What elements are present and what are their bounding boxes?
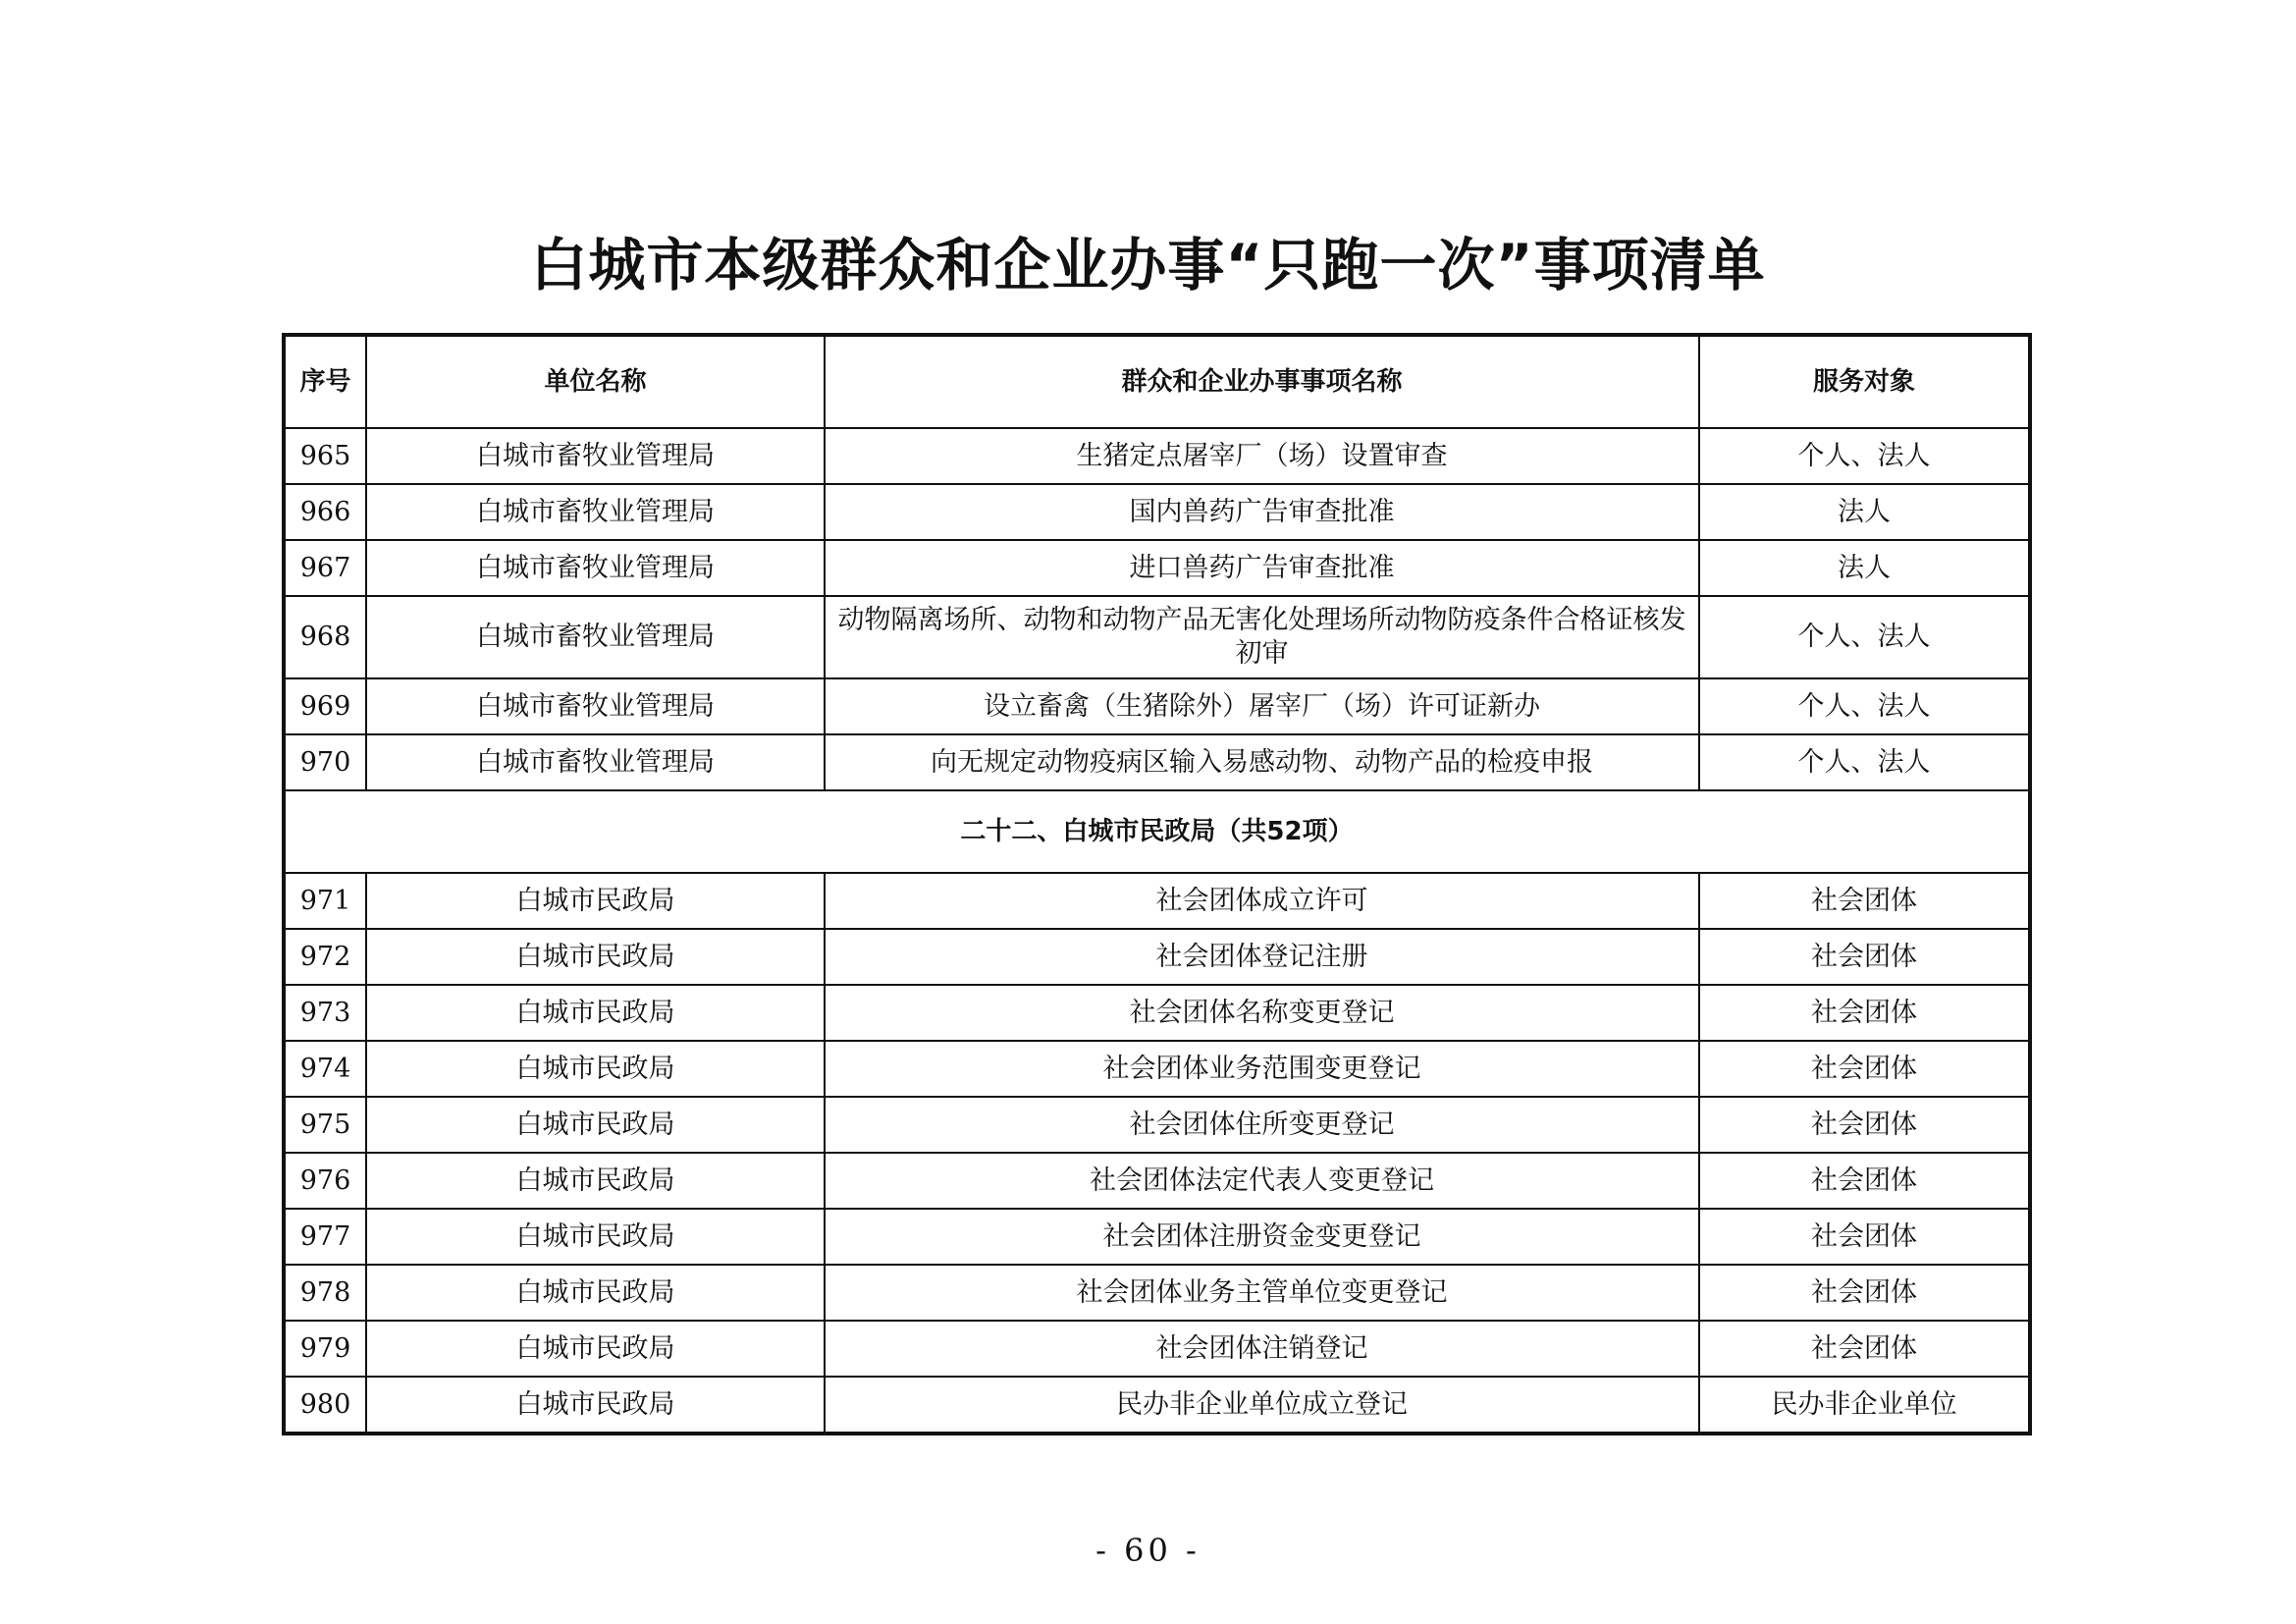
cell-item: 社会团体名称变更登记: [825, 985, 1699, 1041]
cell-target: 社会团体: [1699, 1041, 2030, 1097]
section-row: [284, 790, 2030, 873]
cell-serial: 970: [284, 734, 366, 790]
matters-table: [282, 333, 2032, 1435]
table-row: [284, 1209, 2030, 1265]
cell-unit: 白城市畜牧业管理局: [366, 596, 825, 678]
cell-unit: 白城市民政局: [366, 1321, 825, 1377]
cell-target: 社会团体: [1699, 1153, 2030, 1209]
cell-serial: 975: [284, 1097, 366, 1153]
section-title: 二十二、白城市民政局（共52项）: [284, 790, 2030, 873]
cell-item: 民办非企业单位成立登记: [825, 1377, 1699, 1434]
cell-target: 社会团体: [1699, 873, 2030, 929]
cell-item: 向无规定动物疫病区输入易感动物、动物产品的检疫申报: [825, 734, 1699, 790]
table-row: [284, 985, 2030, 1041]
table-row: [284, 1041, 2030, 1097]
table-row: [284, 1321, 2030, 1377]
cell-unit: 白城市民政局: [366, 985, 825, 1041]
cell-target: 个人、法人: [1699, 596, 2030, 678]
cell-item: 动物隔离场所、动物和动物产品无害化处理场所动物防疫条件合格证核发初审: [825, 596, 1699, 678]
cell-target: 社会团体: [1699, 1209, 2030, 1265]
table-row: [284, 596, 2030, 678]
cell-unit: 白城市民政局: [366, 1153, 825, 1209]
table-row: [284, 1097, 2030, 1153]
cell-item: 社会团体住所变更登记: [825, 1097, 1699, 1153]
cell-target: 社会团体: [1699, 1265, 2030, 1321]
cell-target: 法人: [1699, 484, 2030, 540]
table-row: [284, 678, 2030, 734]
cell-serial: 966: [284, 484, 366, 540]
table-row: [284, 484, 2030, 540]
header-item-name: 群众和企业办事事项名称: [825, 335, 1699, 428]
cell-target: 个人、法人: [1699, 428, 2030, 484]
cell-item: 社会团体业务范围变更登记: [825, 1041, 1699, 1097]
cell-target: 法人: [1699, 540, 2030, 596]
cell-serial: 979: [284, 1321, 366, 1377]
cell-serial: 977: [284, 1209, 366, 1265]
cell-item: 国内兽药广告审查批准: [825, 484, 1699, 540]
cell-unit: 白城市民政局: [366, 929, 825, 985]
table-row: [284, 734, 2030, 790]
table-row: [284, 1377, 2030, 1434]
cell-target: 社会团体: [1699, 929, 2030, 985]
table-row: [284, 929, 2030, 985]
cell-item: 社会团体法定代表人变更登记: [825, 1153, 1699, 1209]
table-row: [284, 1153, 2030, 1209]
cell-unit: 白城市畜牧业管理局: [366, 428, 825, 484]
cell-target: 社会团体: [1699, 985, 2030, 1041]
header-service-target: 服务对象: [1699, 335, 2030, 428]
cell-target: 社会团体: [1699, 1097, 2030, 1153]
cell-serial: 968: [284, 596, 366, 678]
document-title: 白城市本级群众和企业办事“只跑一次”事项清单: [530, 232, 1766, 298]
cell-serial: 971: [284, 873, 366, 929]
cell-serial: 974: [284, 1041, 366, 1097]
table-header-row: [284, 335, 2030, 428]
cell-serial: 978: [284, 1265, 366, 1321]
cell-unit: 白城市民政局: [366, 1097, 825, 1153]
cell-unit: 白城市民政局: [366, 1041, 825, 1097]
cell-target: 社会团体: [1699, 1321, 2030, 1377]
cell-serial: 973: [284, 985, 366, 1041]
cell-unit: 白城市民政局: [366, 873, 825, 929]
cell-item: 社会团体成立许可: [825, 873, 1699, 929]
cell-unit: 白城市民政局: [366, 1209, 825, 1265]
cell-target: 个人、法人: [1699, 678, 2030, 734]
cell-serial: 969: [284, 678, 366, 734]
cell-serial: 972: [284, 929, 366, 985]
cell-item: 社会团体注销登记: [825, 1321, 1699, 1377]
cell-unit: 白城市民政局: [366, 1377, 825, 1434]
cell-serial: 967: [284, 540, 366, 596]
cell-target: 个人、法人: [1699, 734, 2030, 790]
table-row: [284, 873, 2030, 929]
cell-unit: 白城市畜牧业管理局: [366, 734, 825, 790]
cell-target: 民办非企业单位: [1699, 1377, 2030, 1434]
table-row: [284, 1265, 2030, 1321]
cell-serial: 965: [284, 428, 366, 484]
cell-item: 进口兽药广告审查批准: [825, 540, 1699, 596]
cell-serial: 980: [284, 1377, 366, 1434]
table-row: [284, 428, 2030, 484]
table-row: [284, 540, 2030, 596]
cell-item: 设立畜禽（生猪除外）屠宰厂（场）许可证新办: [825, 678, 1699, 734]
header-serial: 序号: [284, 335, 366, 428]
cell-serial: 976: [284, 1153, 366, 1209]
cell-unit: 白城市畜牧业管理局: [366, 540, 825, 596]
header-unit-name: 单位名称: [366, 335, 825, 428]
cell-unit: 白城市畜牧业管理局: [366, 678, 825, 734]
page-number: - 60 -: [1095, 1532, 1201, 1569]
cell-item: 生猪定点屠宰厂（场）设置审查: [825, 428, 1699, 484]
cell-item: 社会团体注册资金变更登记: [825, 1209, 1699, 1265]
cell-item: 社会团体登记注册: [825, 929, 1699, 985]
cell-item: 社会团体业务主管单位变更登记: [825, 1265, 1699, 1321]
cell-unit: 白城市畜牧业管理局: [366, 484, 825, 540]
cell-unit: 白城市民政局: [366, 1265, 825, 1321]
